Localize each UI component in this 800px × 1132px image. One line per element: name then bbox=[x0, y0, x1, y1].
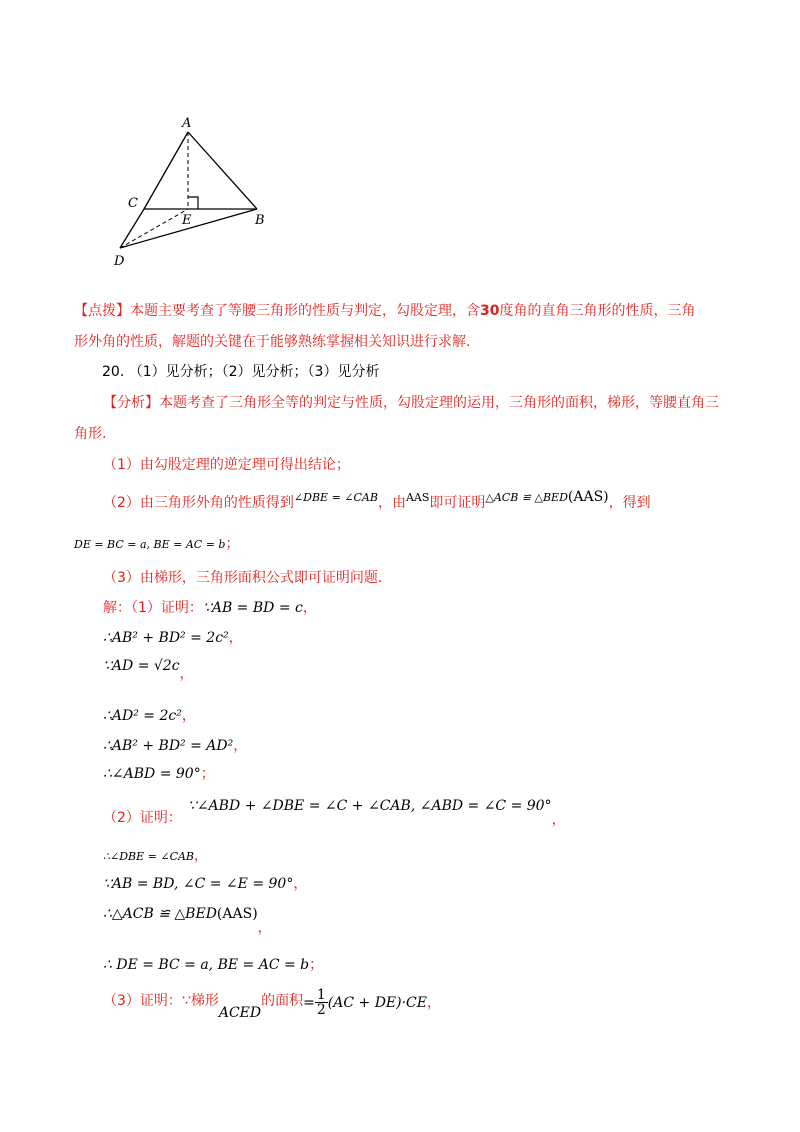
sol-line12 bbox=[103, 987, 441, 1021]
sol-p3-area: 的面积 bbox=[261, 993, 304, 1009]
q20-number: 20. bbox=[102, 364, 125, 380]
dianbo-line1 bbox=[74, 300, 695, 320]
sol-line10 bbox=[103, 903, 272, 936]
sol-line1 bbox=[103, 597, 317, 617]
sol-math3: ∵AD = √2c bbox=[103, 658, 180, 674]
sol-math2: ∴AB² + BD² = 2c² bbox=[103, 630, 229, 646]
sol-math8: ∴∠DBE = ∠CAB bbox=[103, 850, 195, 863]
fenxi-line2: 角形. bbox=[74, 426, 107, 442]
sol-p3-name: ACED bbox=[218, 1005, 262, 1021]
step2-congruence: △ACB ≌ △BED bbox=[485, 491, 568, 504]
q20-answers: （1）见分析；（2）见分析；（3）见分析 bbox=[128, 364, 380, 380]
sol-math10b: (AAS) bbox=[216, 906, 258, 922]
sol-l11-end: ； bbox=[309, 957, 324, 973]
sol-l2-end: ， bbox=[228, 630, 243, 646]
label-C: C bbox=[128, 196, 138, 211]
sol-p3-because: ∵梯形 bbox=[181, 993, 219, 1009]
sol-math7: ∵∠ABD + ∠DBE = ∠C + ∠CAB, ∠ABD = ∠C = 90° bbox=[187, 798, 552, 814]
step2-text-a: （2）由三角形外角的性质得到 bbox=[103, 495, 294, 511]
sol-l8-end: ， bbox=[194, 848, 209, 864]
step-3: （3）由梯形，三角形面积公式即可证明问题. bbox=[103, 570, 383, 586]
label-E: E bbox=[182, 213, 192, 228]
sol-line7 bbox=[103, 795, 566, 828]
step-2-line2 bbox=[74, 533, 239, 553]
sol-p3-end: ， bbox=[426, 995, 441, 1011]
fenxi-line1 bbox=[103, 392, 719, 412]
sol-math10a: ∴△ACB ≌ △BED bbox=[103, 906, 217, 922]
sol-l9-end: ， bbox=[293, 876, 308, 892]
q20-line bbox=[102, 361, 379, 381]
step2-math-angle: ∠DBE = ∠CAB bbox=[293, 491, 378, 504]
sol-p3-eq: = bbox=[303, 995, 315, 1011]
step2-conclusion: DE = BC = a, BE = AC = b bbox=[74, 538, 226, 551]
triangle-figure bbox=[100, 110, 290, 270]
sol-l6-end: ； bbox=[200, 766, 215, 782]
step2-text-b: ，由 bbox=[377, 495, 406, 511]
step2-text-d: ，得到 bbox=[608, 495, 651, 511]
sol-math9: ∵AB = BD, ∠C = ∠E = 90° bbox=[103, 876, 294, 892]
step2-congruence-aas: (AAS) bbox=[567, 489, 609, 505]
sol-l1-end: ， bbox=[302, 600, 317, 616]
sol-p2-label: （2）证明： bbox=[103, 810, 182, 826]
sol-p3-num: 1 bbox=[316, 987, 326, 1003]
label-D: D bbox=[114, 254, 125, 269]
sol-l10-end: ， bbox=[257, 920, 272, 936]
dianbo-text1: 本题主要考查了等腰三角形的性质与判定，勾股定理，含 bbox=[130, 303, 480, 319]
sol-line5 bbox=[103, 735, 247, 755]
sol-l7-end: ， bbox=[551, 812, 566, 828]
step2-end: ； bbox=[225, 536, 240, 552]
dianbo-tag: 【点拨】 bbox=[74, 303, 130, 319]
label-B: B bbox=[255, 213, 265, 228]
sol-p3-label: （3）证明： bbox=[103, 993, 182, 1009]
sol-line4 bbox=[103, 705, 196, 725]
sol-math11: ∴ DE = BC = a, BE = AC = b bbox=[103, 957, 310, 973]
dianbo-text2: 度角的直角三角形的性质，三角 bbox=[499, 303, 696, 319]
sol-p3-den: 2 bbox=[316, 1002, 326, 1018]
sol-p3-expr: (AC + DE)·CE bbox=[327, 995, 427, 1011]
sol-jie: 解：（1）证明： bbox=[103, 600, 203, 616]
right-angle-mark bbox=[188, 197, 198, 209]
sol-line2 bbox=[103, 627, 243, 647]
sol-line11 bbox=[103, 954, 323, 974]
dianbo-line2: 形外角的性质，解题的关键在于能够熟练掌握相关知识进行求解. bbox=[74, 334, 471, 350]
step-1: （1）由勾股定理的逆定理可得出结论； bbox=[103, 457, 350, 473]
sol-math1: ∵AB = BD = c bbox=[202, 600, 303, 616]
segment-DE bbox=[120, 209, 188, 248]
step2-aas: AAS bbox=[405, 491, 430, 504]
step-2 bbox=[103, 489, 651, 512]
fenxi-tag: 【分析】 bbox=[103, 395, 159, 411]
sol-math5: ∴AB² + BD² = AD² bbox=[103, 738, 234, 754]
label-A: A bbox=[182, 116, 192, 131]
sol-l5-end: ， bbox=[233, 738, 248, 754]
sol-line9 bbox=[103, 873, 307, 893]
segment-AC bbox=[144, 132, 188, 209]
sol-p3-fraction bbox=[315, 988, 328, 1017]
sol-l4-end: ， bbox=[181, 708, 196, 724]
sol-math4: ∴AD² = 2c² bbox=[103, 708, 182, 724]
sol-line6 bbox=[103, 763, 215, 783]
fenxi-text: 本题考查了三角形全等的判定与性质，勾股定理的运用，三角形的面积，梯形，等腰直角三 bbox=[159, 395, 719, 411]
step2-text-c: 即可证明 bbox=[429, 495, 486, 511]
sol-math6: ∴∠ABD = 90° bbox=[103, 766, 201, 782]
dianbo-num: 30 bbox=[480, 303, 500, 319]
sol-line3 bbox=[103, 655, 194, 682]
sol-l3-end: ， bbox=[179, 666, 194, 682]
sol-line8 bbox=[103, 845, 208, 865]
